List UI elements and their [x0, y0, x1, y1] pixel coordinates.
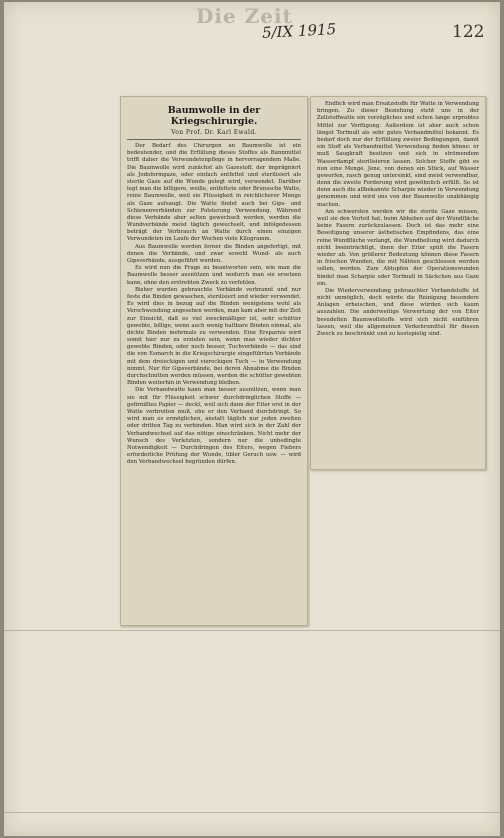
paragraph: Am schwersten werden wir die sterile Gaze missen, weil sie den Vorteil hat, beim Abheben auf der Wundfläche keine Fasern zurückzulassen. Doch ist das mehr eine Beseitigung unserer ästhetischen Empfindens, das eine reine Wundfläche verlangt, die Wundheilung wird dadurch nicht beeinträchtigt, denn der Eiter spült die Fasern wieder ab. Von größerer Bedeutung können diese Fasern in frischen Wunden, die mit Nähten geschlossen werden sollen, werden. Zum Abtupfen der Operationswunden bindet man Scharpie oder Torfmull in Säckchen aus Gaze ein. [317, 208, 479, 287]
paragraph: Endlich wird man Ersatzstoffe für Watte in Verwendung bringen. Zu dieser Beziehung steht uns in der Zellstoffwatte ein vorzügliches und schon lange erprobtes Mittel zur Verfügung. Außerdem ist aber auch schon längst Torfmull als sehr gutes Verbandmittel bekannt. Es bedarf doch nur der Erfüllung zweier Bedingungen, damit ein Stoff als Verbandmittel Verwendung finden könne: er muß Saugkraft besitzen und sich in strömendem Wasserdampf sterilisieren lassen. Solcher Stoffe gibt es nun eine Menge. Jene, von denen ein Stück, auf Wasser geworfen, rasch genug untersinkt, sind meist verwendbar, denn die zweite Forderung wird gewöhnlich erfüllt. So ist denn auch die allbekannte Scharpie wieder in Verwendung genommen und wird uns von der Baumwolle unabhängig machen. [317, 101, 479, 208]
paragraph: Aus Baumwolle werden ferner die Binden angefertigt, mit denen die Verbände, und zwar sowohl Wund- als auch Gipsverbände, ausgeführt werden. [127, 243, 301, 264]
paragraph: Der Bedarf des Chirurgen an Baumwolle ist ein bedeutender, und die Erfüllung dieses Stoffes als Bannmittel trifft daher die Verwundetenpflege in hervorragendem Maße. Die Baumwolle wird zunächst als Gazestoff, der imprägniert als Jodoformgaze, oder einfach entfettet und sterilisiert als sterile Gaze auf die Wunde gelegt wird, verwendet. Darüber legt man die billigere, weiße, entfettete oder Brunssche Watte, reine Baumwolle, weil sie Flüssigkeit in reichlicherer Menge als Gaze aufsaugt. Die Watte findet auch bei Gips- und Schienenverbänden zur Polsterung Verwendung. Während diese Verbände aber selten gewechselt werden, werden die Wundverbände meist täglich gewechselt, und infolgedessen beträgt der Verbrauch an Watte durch einen einzigen Verwundeten im Laufe der Wochen viele Kilogramm. [127, 143, 301, 243]
divider [127, 139, 301, 140]
article-title: Baumwolle in der Kriegschirurgie. [167, 105, 261, 127]
paragraph: Es wird nun die Frage zu beantworten sein, wie man die Baumwolle besser ausnützen und wodurch man sie ersetzen kann, ohne den erstrebten Zweck zu verfehlen. [127, 265, 301, 286]
article-byline: Von Prof. Dr. Karl Ewald. [171, 129, 257, 136]
article-clipping-left [120, 96, 308, 626]
paper-fold-line [4, 630, 500, 631]
article-clipping-right [310, 96, 486, 470]
paragraph: Die Verbandwatte kann man besser ausnützen, wenn man sie mit für Flüssigkeit schwer durchdringlichen Stoffe — gefirnißtes Papier — deckt, weil sich dann der Eiter erst in der Watte verbreiten muß, ehe er den Verband durchdringt. So wird man es ermöglichen, anstatt täglich nur jeden zweiten oder dritten Tag zu verbinden. Man wird sich in der Zahl der Verbandwechsel auf das nötige einschränken. Nicht mehr der Wunsch des Verletzten, sondern nur die unbedingte Notwendigkeit — Durchdringen des Eiters, wegen Fiebers erforderliche Prüfung der Wunde, übler Geruch usw. — wird den Verbandwechsel begründen dürfen. [127, 387, 301, 466]
paragraph: Bisher wurden gebrauchte Verbände verbrannt und nur feste die Binden gewaschen, sterilisiert und wieder verwendet. Es wird dies in bezug auf die Binden wenigstens wohl als Verschwendung angesehen werden, man kam aber mit der Zeit zur Einsicht, daß es viel zweckmäßiger ist, sehr schütter gewebte, billige, wenn auch wenig haltbare Binden einmal, als dichte Binden mehrmals zu verwenden. Eine Ersparnis wird somit hier nur zu erzielen sein, wenn man wieder dichter gewebte Binden, oder noch besser, Tuchverbände — das sind die von Esmarch in die Kriegschirurgie eingeführten Verbände mit dem dreieckigen und viereckigen Tuch — in Verwendung nimmt. Nur für Gipsverbände, bei deren Abnahme die Binden durchschnitten werden müssen, werden die schütter gewebten Binden weiterhin in Verwendung bleiben. [127, 286, 301, 387]
masthead-stamp: Die Zeit [196, 4, 293, 28]
handwritten-date: 5/IX 1915 [261, 20, 337, 42]
page-number: 122 [452, 22, 485, 42]
paper-fold-line [4, 812, 500, 813]
paragraph: Die Wiederverwendung gebrauchter Verbandstoffe ist nicht unmöglich, doch würde die Reinigung besondere Anlagen erheischen, und diese würden sich kaum auszahlen. Die anderweitige Verwertung der von Eiter besudelten Baumwollstoffe wird sich nicht einführen lassen, weil die allgemeinen Verkehrsmittel für diesen Zweck zu beschränkt und zu kostspielig sind. [317, 287, 479, 337]
